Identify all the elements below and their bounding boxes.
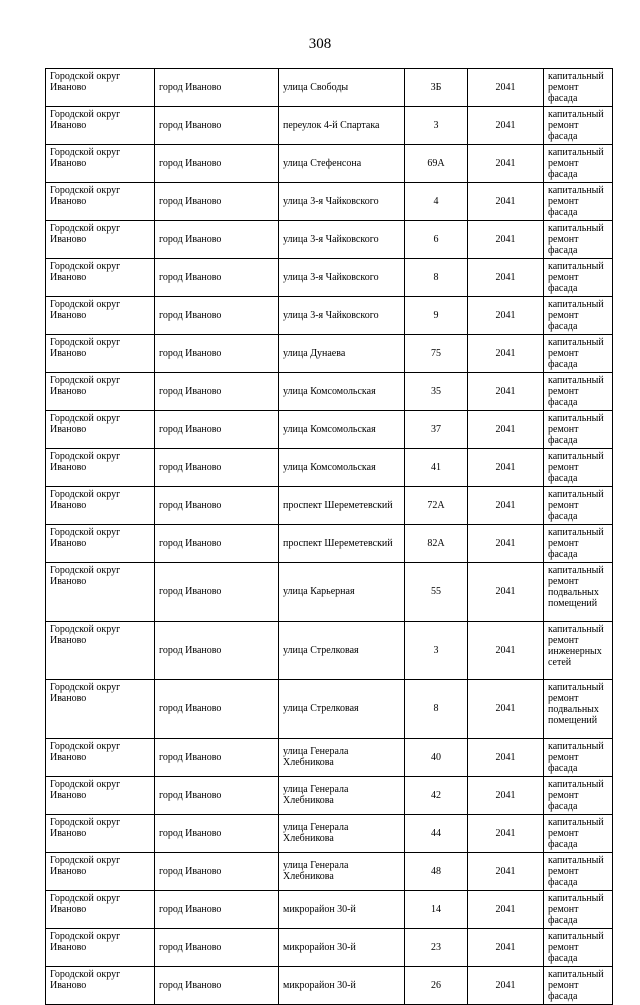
street-cell: улица Комсомольская bbox=[279, 411, 405, 449]
table-row bbox=[46, 525, 613, 563]
street-cell: проспект Шереметевский bbox=[279, 487, 405, 525]
table-row bbox=[46, 621, 613, 680]
work-type-cell: капитальный ремонт фасада bbox=[544, 107, 613, 145]
work-type-cell: капитальный ремонт фасада bbox=[544, 221, 613, 259]
table-row bbox=[46, 221, 613, 259]
table-row bbox=[46, 776, 613, 814]
municipality-cell: Городской округ Иваново bbox=[46, 738, 155, 776]
work-type-cell: капитальный ремонт фасада bbox=[544, 525, 613, 563]
year-cell: 2041 bbox=[468, 107, 544, 145]
city-cell: город Иваново bbox=[155, 183, 279, 221]
street-cell: улица Стрелковая bbox=[279, 621, 405, 680]
work-type-cell: капитальный ремонт фасада bbox=[544, 183, 613, 221]
municipality-cell: Городской округ Иваново bbox=[46, 966, 155, 1004]
table-row bbox=[46, 487, 613, 525]
municipality-cell: Городской округ Иваново bbox=[46, 411, 155, 449]
city-cell: город Иваново bbox=[155, 449, 279, 487]
year-cell: 2041 bbox=[468, 563, 544, 622]
street-cell: микрорайон 30-й bbox=[279, 890, 405, 928]
municipality-cell: Городской округ Иваново bbox=[46, 335, 155, 373]
municipality-cell: Городской округ Иваново bbox=[46, 776, 155, 814]
street-cell: улица Генерала Хлебникова bbox=[279, 814, 405, 852]
work-type-cell: капитальный ремонт фасада bbox=[544, 449, 613, 487]
year-cell: 2041 bbox=[468, 449, 544, 487]
year-cell: 2041 bbox=[468, 69, 544, 107]
table-row bbox=[46, 814, 613, 852]
house-number-cell: 41 bbox=[405, 449, 468, 487]
street-cell: улица Комсомольская bbox=[279, 373, 405, 411]
work-type-cell: капитальный ремонт инженерных сетей bbox=[544, 621, 613, 680]
house-number-cell: 75 bbox=[405, 335, 468, 373]
street-cell: улица 3-я Чайковского bbox=[279, 221, 405, 259]
year-cell: 2041 bbox=[468, 145, 544, 183]
street-cell: улица Генерала Хлебникова bbox=[279, 852, 405, 890]
city-cell: город Иваново bbox=[155, 738, 279, 776]
house-number-cell: 42 bbox=[405, 776, 468, 814]
repair-schedule-table bbox=[45, 68, 613, 1005]
municipality-cell: Городской округ Иваново bbox=[46, 69, 155, 107]
table-row bbox=[46, 738, 613, 776]
city-cell: город Иваново bbox=[155, 487, 279, 525]
city-cell: город Иваново bbox=[155, 852, 279, 890]
city-cell: город Иваново bbox=[155, 335, 279, 373]
street-cell: улица Комсомольская bbox=[279, 449, 405, 487]
house-number-cell: 8 bbox=[405, 259, 468, 297]
city-cell: город Иваново bbox=[155, 297, 279, 335]
year-cell: 2041 bbox=[468, 487, 544, 525]
city-cell: город Иваново bbox=[155, 69, 279, 107]
year-cell: 2041 bbox=[468, 411, 544, 449]
table-row bbox=[46, 449, 613, 487]
house-number-cell: 72А bbox=[405, 487, 468, 525]
year-cell: 2041 bbox=[468, 814, 544, 852]
municipality-cell: Городской округ Иваново bbox=[46, 680, 155, 739]
municipality-cell: Городской округ Иваново bbox=[46, 297, 155, 335]
street-cell: улица Стрелковая bbox=[279, 680, 405, 739]
city-cell: город Иваново bbox=[155, 221, 279, 259]
table-row bbox=[46, 107, 613, 145]
house-number-cell: 4 bbox=[405, 183, 468, 221]
house-number-cell: 3 bbox=[405, 621, 468, 680]
house-number-cell: 35 bbox=[405, 373, 468, 411]
municipality-cell: Городской округ Иваново bbox=[46, 525, 155, 563]
house-number-cell: 6 bbox=[405, 221, 468, 259]
house-number-cell: 23 bbox=[405, 928, 468, 966]
work-type-cell: капитальный ремонт фасада bbox=[544, 814, 613, 852]
table-row bbox=[46, 890, 613, 928]
city-cell: город Иваново bbox=[155, 259, 279, 297]
table-row bbox=[46, 928, 613, 966]
street-cell: улица Карьерная bbox=[279, 563, 405, 622]
table-row bbox=[46, 297, 613, 335]
street-cell: улица Дунаева bbox=[279, 335, 405, 373]
street-cell: улица Стефенсона bbox=[279, 145, 405, 183]
street-cell: улица 3-я Чайковского bbox=[279, 297, 405, 335]
work-type-cell: капитальный ремонт фасада bbox=[544, 487, 613, 525]
year-cell: 2041 bbox=[468, 738, 544, 776]
year-cell: 2041 bbox=[468, 680, 544, 739]
municipality-cell: Городской округ Иваново bbox=[46, 890, 155, 928]
house-number-cell: 26 bbox=[405, 966, 468, 1004]
street-cell: улица Генерала Хлебникова bbox=[279, 776, 405, 814]
city-cell: город Иваново bbox=[155, 373, 279, 411]
year-cell: 2041 bbox=[468, 966, 544, 1004]
municipality-cell: Городской округ Иваново bbox=[46, 107, 155, 145]
municipality-cell: Городской округ Иваново bbox=[46, 449, 155, 487]
work-type-cell: капитальный ремонт фасада bbox=[544, 411, 613, 449]
street-cell: проспект Шереметевский bbox=[279, 525, 405, 563]
work-type-cell: капитальный ремонт фасада bbox=[544, 966, 613, 1004]
house-number-cell: 44 bbox=[405, 814, 468, 852]
city-cell: город Иваново bbox=[155, 411, 279, 449]
table-row bbox=[46, 852, 613, 890]
work-type-cell: капитальный ремонт подвальных помещений bbox=[544, 680, 613, 739]
municipality-cell: Городской округ Иваново bbox=[46, 373, 155, 411]
house-number-cell: 48 bbox=[405, 852, 468, 890]
work-type-cell: капитальный ремонт фасада bbox=[544, 145, 613, 183]
year-cell: 2041 bbox=[468, 525, 544, 563]
year-cell: 2041 bbox=[468, 621, 544, 680]
work-type-cell: капитальный ремонт фасада bbox=[544, 738, 613, 776]
street-cell: улица Генерала Хлебникова bbox=[279, 738, 405, 776]
street-cell: улица Свободы bbox=[279, 69, 405, 107]
year-cell: 2041 bbox=[468, 183, 544, 221]
municipality-cell: Городской округ Иваново bbox=[46, 259, 155, 297]
house-number-cell: 55 bbox=[405, 563, 468, 622]
municipality-cell: Городской округ Иваново bbox=[46, 928, 155, 966]
house-number-cell: 8 bbox=[405, 680, 468, 739]
year-cell: 2041 bbox=[468, 259, 544, 297]
table-row bbox=[46, 563, 613, 622]
year-cell: 2041 bbox=[468, 928, 544, 966]
municipality-cell: Городской округ Иваново bbox=[46, 852, 155, 890]
table-row bbox=[46, 411, 613, 449]
street-cell: улица 3-я Чайковского bbox=[279, 259, 405, 297]
street-cell: улица 3-я Чайковского bbox=[279, 183, 405, 221]
house-number-cell: 14 bbox=[405, 890, 468, 928]
street-cell: переулок 4-й Спартака bbox=[279, 107, 405, 145]
year-cell: 2041 bbox=[468, 221, 544, 259]
city-cell: город Иваново bbox=[155, 966, 279, 1004]
city-cell: город Иваново bbox=[155, 621, 279, 680]
year-cell: 2041 bbox=[468, 335, 544, 373]
work-type-cell: капитальный ремонт фасада bbox=[544, 776, 613, 814]
city-cell: город Иваново bbox=[155, 563, 279, 622]
year-cell: 2041 bbox=[468, 890, 544, 928]
house-number-cell: 9 bbox=[405, 297, 468, 335]
year-cell: 2041 bbox=[468, 373, 544, 411]
street-cell: микрорайон 30-й bbox=[279, 966, 405, 1004]
city-cell: город Иваново bbox=[155, 525, 279, 563]
year-cell: 2041 bbox=[468, 297, 544, 335]
municipality-cell: Городской округ Иваново bbox=[46, 621, 155, 680]
city-cell: город Иваново bbox=[155, 107, 279, 145]
municipality-cell: Городской округ Иваново bbox=[46, 145, 155, 183]
house-number-cell: 82А bbox=[405, 525, 468, 563]
municipality-cell: Городской округ Иваново bbox=[46, 183, 155, 221]
house-number-cell: 3Б bbox=[405, 69, 468, 107]
house-number-cell: 3 bbox=[405, 107, 468, 145]
city-cell: город Иваново bbox=[155, 890, 279, 928]
municipality-cell: Городской округ Иваново bbox=[46, 814, 155, 852]
work-type-cell: капитальный ремонт фасада bbox=[544, 297, 613, 335]
work-type-cell: капитальный ремонт фасада bbox=[544, 928, 613, 966]
city-cell: город Иваново bbox=[155, 814, 279, 852]
house-number-cell: 69А bbox=[405, 145, 468, 183]
table-row bbox=[46, 145, 613, 183]
street-cell: микрорайон 30-й bbox=[279, 928, 405, 966]
table-row bbox=[46, 373, 613, 411]
municipality-cell: Городской округ Иваново bbox=[46, 563, 155, 622]
city-cell: город Иваново bbox=[155, 928, 279, 966]
work-type-cell: капитальный ремонт фасада bbox=[544, 335, 613, 373]
table-row bbox=[46, 69, 613, 107]
city-cell: город Иваново bbox=[155, 145, 279, 183]
table-row bbox=[46, 335, 613, 373]
work-type-cell: капитальный ремонт фасада bbox=[544, 373, 613, 411]
year-cell: 2041 bbox=[468, 852, 544, 890]
work-type-cell: капитальный ремонт фасада bbox=[544, 69, 613, 107]
table-row bbox=[46, 966, 613, 1004]
work-type-cell: капитальный ремонт фасада bbox=[544, 259, 613, 297]
municipality-cell: Городской округ Иваново bbox=[46, 487, 155, 525]
municipality-cell: Городской округ Иваново bbox=[46, 221, 155, 259]
table-row bbox=[46, 183, 613, 221]
work-type-cell: капитальный ремонт фасада bbox=[544, 890, 613, 928]
work-type-cell: капитальный ремонт фасада bbox=[544, 852, 613, 890]
house-number-cell: 37 bbox=[405, 411, 468, 449]
city-cell: город Иваново bbox=[155, 776, 279, 814]
table-row bbox=[46, 259, 613, 297]
house-number-cell: 40 bbox=[405, 738, 468, 776]
city-cell: город Иваново bbox=[155, 680, 279, 739]
table-row bbox=[46, 680, 613, 739]
year-cell: 2041 bbox=[468, 776, 544, 814]
work-type-cell: капитальный ремонт подвальных помещений bbox=[544, 563, 613, 622]
page-number: 308 bbox=[308, 36, 332, 52]
